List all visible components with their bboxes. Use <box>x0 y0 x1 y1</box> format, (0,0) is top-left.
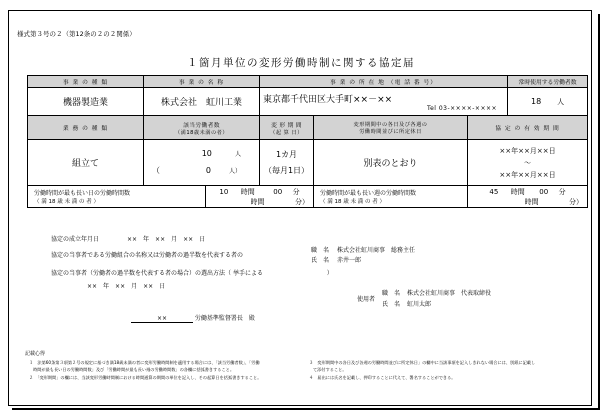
form-page <box>8 10 592 406</box>
minors-close: 人） <box>229 167 242 175</box>
validity-to: ××年××月××日 <box>499 170 556 179</box>
longest-day-minutes: 00 <box>273 187 283 196</box>
tel-value: Tel 03-××××-×××× <box>426 104 498 112</box>
longest-week-minors-hours-unit: 時間 <box>524 197 539 206</box>
header-work-type: 業 務 の 種 類 <box>28 116 144 140</box>
longest-week-minors-minutes-unit: 分） <box>569 197 584 206</box>
validity-from: ××年××月××日 <box>499 146 556 155</box>
applicable-workers-sub: （満18歳未満の者） <box>174 129 229 136</box>
workers-count-value-2: 10 <box>201 148 212 158</box>
worker-rep-title-label: 職 名 <box>311 247 330 254</box>
note-3a: ３ 変形期間中の各日及び各週の労働時間並びに所定休日」の欄中に当該事項を記入しきれない場合には、別紙に記載し <box>309 360 536 365</box>
note-2: ２ 「変形期間」の欄には、当該変形労働時間制における時間通算の期間の単位を記入し、その起算日を括弧書きすること。 <box>29 375 262 380</box>
note-3b: て添付すること。 <box>313 367 347 372</box>
longest-day-sub: （ 満 18 歳 未 満 の 者 ） <box>34 199 99 205</box>
employer-title-value[interactable]: 株式会社虹川商事 代表取締役 <box>407 290 492 297</box>
applicable-workers-cell[interactable] <box>144 140 260 186</box>
form-number: 様式第３号の２（第12条の２の２関係） <box>17 30 136 38</box>
applicable-workers-label: 該当労働者数 <box>183 122 220 129</box>
period-value: 1カ月 <box>275 149 298 159</box>
header-applicable-workers <box>144 116 260 140</box>
longest-week-hours: 45 <box>489 187 499 196</box>
employer-label: 使用者 <box>357 296 376 303</box>
longest-day-hours-cell[interactable] <box>206 186 314 208</box>
schedule-value[interactable]: 別表のとおり <box>314 140 468 186</box>
longest-week-minutes-unit: 分 <box>558 187 566 196</box>
work-type-value[interactable]: 組立て <box>28 140 144 186</box>
workers-unit: 人 <box>557 97 565 106</box>
selection-method-value[interactable]: 挙手による <box>232 270 263 277</box>
header-regular-workers: 常時使用する労働者数 <box>508 76 588 88</box>
variation-period-label: 変 形 期 間 <box>271 122 302 129</box>
address-value: 東京都千代田区大手町××－×× <box>263 94 393 105</box>
form-title: １箇月単位の変形労働時制に関する協定届 <box>187 57 415 69</box>
worker-rep-title-value[interactable]: 株式会社虹川商事 総務主任 <box>337 247 416 254</box>
submit-date[interactable]: ×× 年 ×× 月 ×× 日 <box>87 283 166 290</box>
minors-open: （ <box>152 165 160 175</box>
labor-office <box>131 313 255 323</box>
longest-week-label: 労働時間が最も長い週の労働時間数 <box>320 190 417 197</box>
longest-week-sub: （ 満 18 歳 未 満 の 者 ） <box>320 199 386 205</box>
labor-office-label: 労働基準監督署長 殿 <box>194 315 255 322</box>
employer-name-value[interactable]: 虹川太郎 <box>407 301 432 308</box>
validity-cell[interactable] <box>468 140 588 186</box>
header-business-address: 事 業 の 所 在 地 （電 話 番 号） <box>260 76 508 88</box>
header-daily-hours <box>314 116 468 140</box>
variation-period-cell[interactable] <box>260 140 314 186</box>
longest-day-hours: 10 <box>219 187 229 196</box>
longest-day-label-cell <box>28 186 206 208</box>
header-business-name: 事 業 の 名 称 <box>144 76 260 88</box>
workers-unit-2: 人 <box>235 150 242 158</box>
page-shadow-bottom <box>12 408 600 410</box>
longest-day-minors-hours-unit: 時間 <box>250 197 265 206</box>
start-date-value: （毎月1日） <box>263 165 310 175</box>
worker-rep-name-value[interactable]: 赤井一郎 <box>337 257 362 264</box>
workers-count-cell[interactable] <box>508 88 588 116</box>
selection-method-label: 協定の当事者（労働者の過半数を代表する者の場合）の選出方法（ <box>51 270 232 277</box>
daily-hours-line1: 変形期間中の各日及び各週の <box>353 121 428 128</box>
selection-method-close: ） <box>326 270 333 277</box>
agreement-date-label: 協定の成立年月日 <box>51 236 100 243</box>
workers-count-value: 18 <box>531 96 542 106</box>
longest-day-minutes-unit: 分 <box>292 187 300 196</box>
agreement-party-label: 協定の当事者である労働組合の名称又は労働者の過半数を代表する者の <box>51 252 244 259</box>
minors-count-value: 0 <box>205 165 211 175</box>
employer-title-label: 職 名 <box>382 290 401 297</box>
longest-day-label: 労働時間が最も長い日の労働時間数 <box>34 190 131 197</box>
longest-week-hours-unit: 時間 <box>510 187 525 196</box>
longest-day-hours-unit: 時間 <box>240 187 255 196</box>
validity-sep: ～ <box>524 158 532 167</box>
longest-day-minors-minutes-unit: 分） <box>295 197 310 206</box>
header-validity: 協 定 の 有 効 期 間 <box>468 116 588 140</box>
note-1b: 時間が最も長い日の労働時間数」及び「労働時間が最も長い週の労働時間数」の各欄に括弧書きすること。 <box>33 367 235 372</box>
worker-rep-name-label: 氏 名 <box>311 257 330 264</box>
business-name-value[interactable]: 株式会社 虹川工業 <box>144 88 260 116</box>
longest-week-minutes: 00 <box>539 187 549 196</box>
selection-method <box>51 268 333 277</box>
agreement-date-value[interactable]: ×× 年 ×× 月 ×× 日 <box>127 236 206 243</box>
note-1a: １ 法第60条第３項第２号の規定に基づき満18歳未満の者に変形労働時間制を適用する場合には、「該当労働者数」、「労働 <box>29 360 260 365</box>
labor-office-prefix[interactable]: ×× <box>131 315 193 323</box>
variation-period-sub: （起 算 日） <box>270 129 303 136</box>
longest-week-hours-cell[interactable] <box>468 186 588 208</box>
main-form-table <box>27 75 588 208</box>
longest-week-label-cell <box>314 186 468 208</box>
business-type-value[interactable]: 機器製造業 <box>28 88 144 116</box>
note-4: ４ 届出には氏名を記載し、押印することに代えて、署名することができる。 <box>309 375 456 380</box>
header-business-type: 事 業 の 種 類 <box>28 76 144 88</box>
employer-name-label: 氏 名 <box>382 301 401 308</box>
daily-hours-line2: 労働時間並びに所定休日 <box>359 128 422 135</box>
business-address-cell[interactable] <box>260 88 508 116</box>
notes-heading: 記載心得 <box>25 351 46 357</box>
header-variation-period <box>260 116 314 140</box>
